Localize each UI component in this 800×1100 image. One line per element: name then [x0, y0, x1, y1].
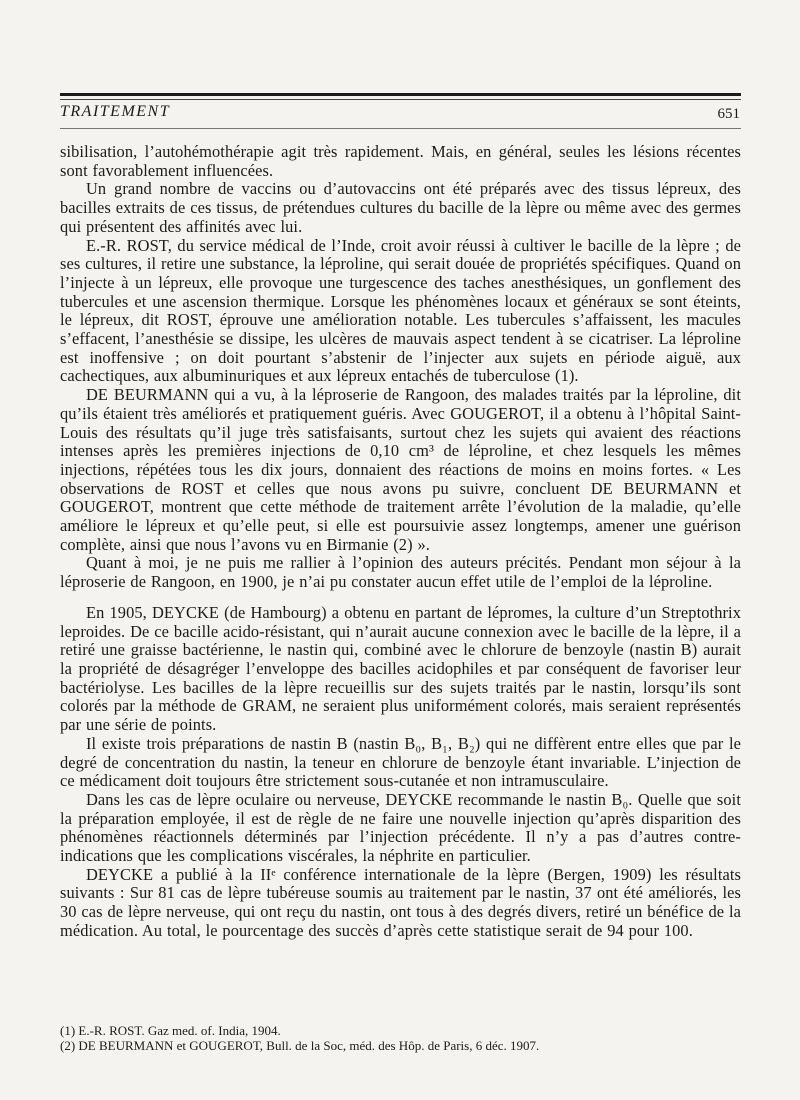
paragraph: Dans les cas de lèpre oculaire ou nerveuse, DEYCKE recommande le nastin B₀. Quelle que soit la préparation employée, il est de règle de ne faire une nouvelle injection qu’après disparition des phénomènes réactionnels déterminés par l’injection précédente. Il n’y a pas d’autres contre-indications que les complications viscérales, la néphrite en particulier. — [60, 789, 741, 866]
paragraph: Un grand nombre de vaccins ou d’autovaccins ont été préparés avec des tissus lépreux, des bacilles extraits de ces tissus, de prétendues cultures du bacille de la lèpre ou même avec des germes qui présentent des affinités avec lui. — [60, 179, 741, 236]
paragraph: sibilisation, l’autohémothérapie agit très rapidement. Mais, en général, seules les lésions récentes sont favorablement influencées. — [60, 142, 741, 180]
paragraph: E.-R. ROST, du service médical de l’Inde, croit avoir réussi à cultiver le bacille de la lèpre ; de ses cultures, il retire une substance, la léproline, qui serait douée de propriétés spécifiques. Quand on l’injecte à un lépreux, elle provoque une turgescence des taches anesthésiques, un gonflement des tubercules et une ascension thermique. Lorsque les phénomènes locaux et généraux se sont éteints, le lépreux, dit ROST, éprouve une amélioration notable. Les tubercules s’affaissent, les macules s’effacent, l’anesthésie se dissipe, les ulcères de mauvais aspect tendent à se cicatriser. La léproline est inoffensive ; on doit pourtant s’abstenir de l’injecter aux sujets en période aiguë, aux cachectiques, aux albuminuriques et aux lépreux entachés de tuberculose (1). — [60, 235, 741, 386]
footnote: (2) DE BEURMANN et GOUGEROT, Bull. de la Soc, méd. des Hôp. de Paris, 6 déc. 1907. — [60, 1038, 540, 1053]
footnote: (1) E.-R. ROST. Gaz med. of. India, 1904. — [60, 1023, 281, 1038]
paragraph: DE BEURMANN qui a vu, à la léproserie de Rangoon, des malades traités par la léproline, dit qu’ils étaient très améliorés et pratiquement guéris. Avec GOUGEROT, il a obtenu à l’hôpital Saint-Louis des résultats qu’il juge très satisfaisants, surtout chez les sujets qui avaient des réactions intenses après les premières injections de 0,10 cm³ de léproline, et chez lesquels les mêmes injections, répétées tous les dix jours, donnaient des réactions de moins en moins fortes. « Les observations de ROST et celles que nous avons pu suivre, concluent DE BEURMANN et GOUGEROT, montrent que cette méthode de traitement arrête l’évolution de la maladie, qu’elle améliore le lépreux et qu’elle peut, si elle est poursuivie assez longtemps, amener une guérison complète, ainsi que nous l’avons vu en Birmanie (2) ». — [60, 385, 741, 554]
body-text — [60, 143, 741, 941]
header-rule-thin — [60, 99, 741, 100]
header-rule-bottom — [60, 128, 741, 129]
paragraph: Quant à moi, je ne puis me rallier à l’opinion des auteurs précités. Pendant mon séjour à la léproserie de Rangoon, en 1900, je n’ai pu constater aucun effet utile de l’emploi de la léproline. — [60, 553, 741, 592]
footnotes — [60, 1023, 741, 1053]
paragraph: En 1905, DEYCKE (de Hambourg) a obtenu en partant de lépromes, la culture d’un Streptothrix leproides. De ce bacille acido-résistant, qui n’aurait aucune connexion avec le bacille de la lèpre, il a retiré une graisse bactérienne, le nastin qui, combiné avec le chlorure de benzoyle (nastin B) aurait la propriété de désagréger l’enveloppe des bacilles acidophiles et par conséquent de favoriser leur bactériolyse. Les bacilles de la lèpre recueillis sur des sujets traités par le nastin, lorsqu’ils sont colorés par la méthode de GRAM, ne seraient plus uniformément colorés, mais seraient représentés par une série de points. — [60, 602, 741, 735]
paragraph: Il existe trois préparations de nastin B (nastin B₀, B₁, B₂) qui ne diffèrent entre elles que par le degré de concentration du nastin, la teneur en chlorure de benzoyle étant invariable. L’injection de ce médicament doit toujours être strictement sous-cutanée et non intramusculaire. — [60, 733, 741, 791]
running-title: TRAITEMENT — [60, 103, 171, 120]
header-rule-thick — [60, 93, 741, 96]
page-number: 651 — [717, 106, 740, 122]
paragraph: DEYCKE a publié à la IIᵉ conférence internationale de la lèpre (Bergen, 1909) les résultats suivants : Sur 81 cas de lèpre tubéreuse soumis au traitement par le nastin, 37 ont été améliorés, les 30 cas de lèpre nerveuse, qui ont reçu du nastin, ont tous à des degrés divers, retiré un bénéfice de la médication. Au total, le pourcentage des succès d’après cette statistique serait de 94 pour 100. — [60, 864, 741, 940]
